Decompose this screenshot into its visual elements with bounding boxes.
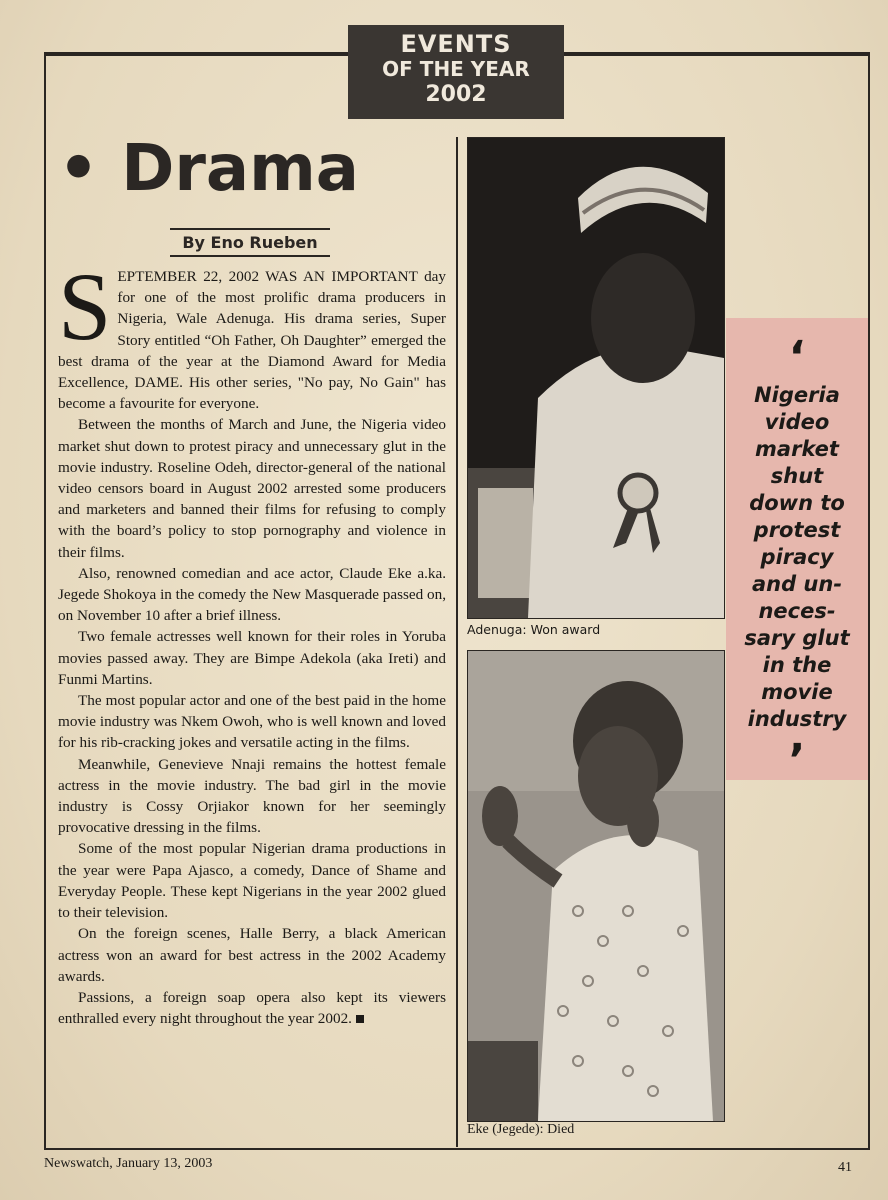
banner-line-1: EVENTS bbox=[400, 30, 512, 58]
byline: By Eno Rueben bbox=[182, 233, 318, 252]
pull-quote-text: Nigeria video market shut down to protest piracy and un- neces- sary glut in the movie industry bbox=[744, 383, 850, 731]
caption-photo-2: Eke (Jegede): Died bbox=[467, 1122, 575, 1137]
photo-adenuga-image bbox=[468, 138, 724, 618]
drop-cap: S bbox=[58, 253, 112, 360]
end-mark bbox=[356, 1015, 364, 1023]
paragraph-5: The most popular actor and one of the best paid in the home movie industry was Nkem Owoh, who is well known and loved for his rib-cracking jokes and versatile acting in the films. bbox=[58, 692, 446, 752]
photo-eke bbox=[467, 650, 725, 1122]
banner-line-2: OF THE YEAR bbox=[382, 57, 530, 81]
footer-page-number: 41 bbox=[838, 1160, 852, 1175]
section-banner bbox=[348, 25, 564, 119]
close-quote-mark: ’ bbox=[788, 735, 806, 786]
article-headline: • Drama bbox=[58, 132, 359, 206]
byline-box bbox=[170, 228, 330, 257]
paragraph-4: Two female actresses well known for their roles in Yoruba movies passed away. They are Bimpe Adekola (aka Ireti) and Funmi Martins. bbox=[58, 628, 446, 688]
pull-quote bbox=[726, 318, 868, 786]
open-quote-mark: ‘ bbox=[788, 332, 806, 383]
column-divider bbox=[456, 137, 458, 1147]
footer-publication: Newswatch, January 13, 2003 bbox=[44, 1156, 213, 1171]
paragraph-9 bbox=[58, 987, 446, 1029]
paragraph-1-text: EPTEMBER 22, 2002 WAS AN IMPORTANT day for one of the most prolific drama producers in Nigeria, Wale Adenuga. His drama series, Super Story entitled “Oh Father, Oh Daughter” emerged the best drama of the year at the Diamond Award for Media Excellence, DAME. His other series, "No pay, No Gain" has become a favourite for everyone. bbox=[58, 268, 446, 413]
article-body bbox=[58, 253, 447, 1029]
banner-line-3: 2002 bbox=[425, 82, 487, 107]
photo-eke-image bbox=[468, 651, 724, 1121]
paragraph-1 bbox=[58, 253, 446, 414]
paragraph-2: Between the months of March and June, the Nigeria video market shut down to protest piracy and unnecessary glut in the movie industry. Roseline Odeh, director-general of the national video censors board in August 2002 arrested some producers and marketers and banned their films for refusing to comply with the board’s policy to stop pornography and violence in their films. bbox=[58, 416, 446, 561]
paragraph-8: On the foreign scenes, Halle Berry, a black American actress won an award for best actress in the 2002 Academy awards. bbox=[58, 925, 446, 985]
caption-photo-1: Adenuga: Won award bbox=[467, 622, 601, 637]
paragraph-6: Meanwhile, Genevieve Nnaji remains the hottest female actress in the movie industry. The bad girl in the movie industry is Cossy Orjiakor known for her seemingly provocative dressing in the films. bbox=[58, 755, 446, 837]
paragraph-9-text: Passions, a foreign soap opera also kept its viewers enthralled every night throughout the year 2002. bbox=[58, 988, 446, 1028]
paragraph-7: Some of the most popular Nigerian drama productions in the year were Papa Ajasco, a comedy, Dance of Shame and Everyday People. These kept Nigerians in the year 2002 glued to their television. bbox=[58, 840, 446, 922]
paragraph-3: Also, renowned comedian and ace actor, Claude Eke a.ka. Jegede Shokoya in the comedy the New Masquerade passed on, on November 10 after a brief illness. bbox=[58, 564, 447, 625]
photo-adenuga bbox=[467, 137, 725, 619]
